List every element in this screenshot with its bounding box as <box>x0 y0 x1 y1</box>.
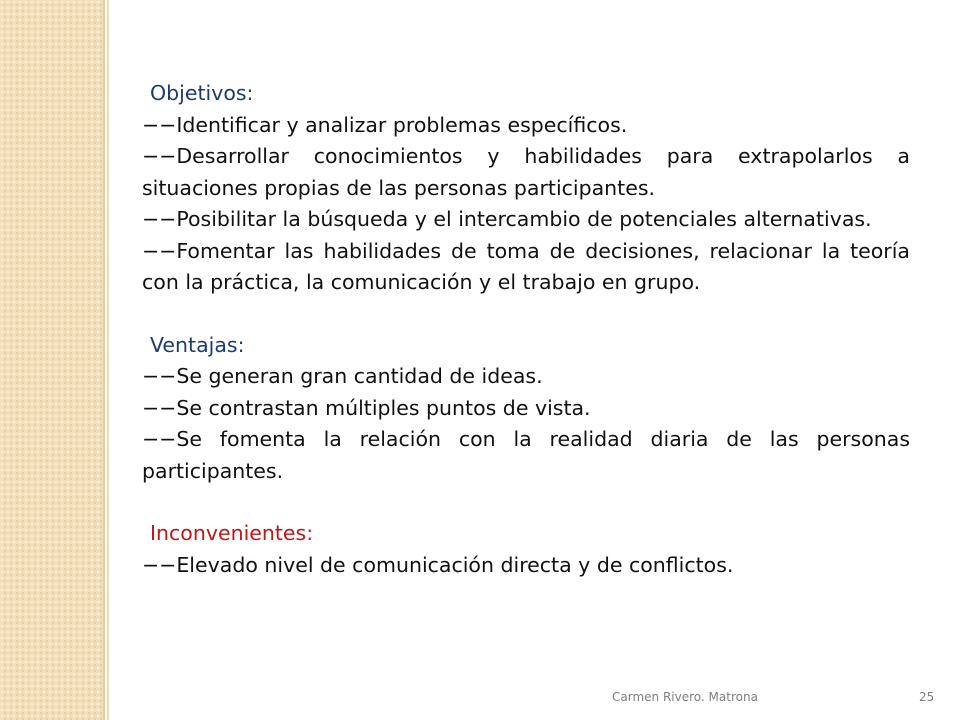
heading-objetivos: Objetivos: <box>150 81 254 105</box>
list-item <box>142 393 910 425</box>
bullet-dash: −− <box>142 552 177 577</box>
heading-inconvenientes: Inconvenientes: <box>150 521 314 545</box>
list-item <box>142 550 910 582</box>
slide-body <box>142 78 910 581</box>
item-text: Se fomenta la relación con la realidad diaria de las personas participantes. <box>142 427 910 483</box>
item-text: Desarrollar conocimientos y habilidades para extrapolarlos a situaciones propias de las personas participantes. <box>142 144 910 200</box>
item-text: Fomentar las habilidades de toma de decisiones, relacionar la teoría con la práctica, la comunicación y el trabajo en grupo. <box>142 238 910 294</box>
bullet-dash: −− <box>142 238 177 263</box>
bullet-dash: −− <box>142 364 177 388</box>
item-text: Identificar y analizar problemas específicos. <box>176 112 628 137</box>
item-text: Posibilitar la búsqueda y el intercambio de potenciales alternativas. <box>176 207 872 231</box>
section-spacer <box>150 487 910 518</box>
item-text: Se generan gran cantidad de ideas. <box>176 364 543 388</box>
list-item <box>142 236 910 299</box>
decorative-side-line <box>103 0 109 720</box>
bullet-dash: −− <box>142 427 177 451</box>
list-item <box>142 204 910 236</box>
bullet-dash: −− <box>142 144 177 168</box>
list-item <box>142 424 910 487</box>
page-number: 25 <box>919 690 935 704</box>
footer-author: Carmen Rivero. Matrona <box>612 690 758 704</box>
bullet-dash: −− <box>142 112 177 137</box>
list-item <box>142 141 910 204</box>
list-item <box>142 361 910 393</box>
heading-ventajas: Ventajas: <box>150 332 245 357</box>
section-spacer <box>150 299 910 330</box>
list-item <box>142 110 910 142</box>
item-text: Se contrastan múltiples puntos de vista. <box>176 395 591 420</box>
decorative-side-band <box>0 0 103 720</box>
bullet-dash: −− <box>142 395 177 420</box>
item-text: Elevado nivel de comunicación directa y de conflictos. <box>176 552 734 577</box>
bullet-dash: −− <box>142 207 177 231</box>
